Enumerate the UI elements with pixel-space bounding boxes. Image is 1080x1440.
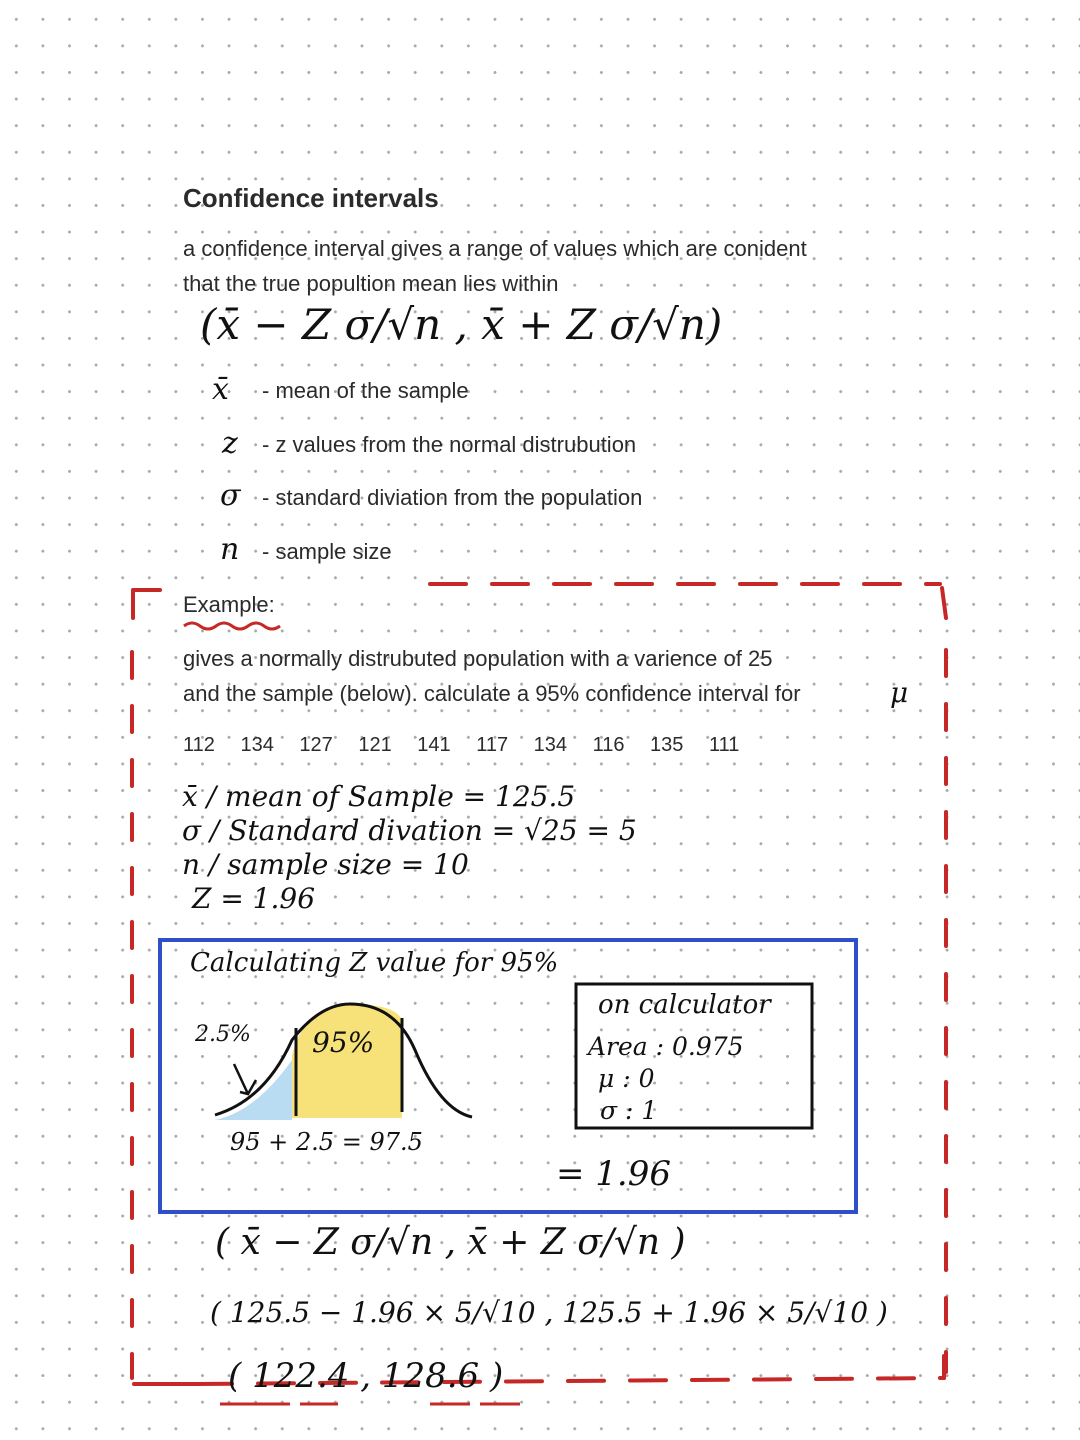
calculator-area: Area : 0.975 <box>588 1032 744 1061</box>
z-box-title: Calculating Z value for 95% <box>190 948 559 978</box>
sample-value: 141 <box>417 734 451 756</box>
sum-label: 95 + 2.5 = 97.5 <box>230 1128 423 1156</box>
sample-value: 134 <box>533 734 568 756</box>
sample-value: 111 <box>708 734 740 756</box>
definition-symbol-sigma: σ <box>220 478 241 513</box>
mean-value: x̄ / mean of Sample = 125.5 <box>182 780 576 813</box>
definition-symbol-n: n <box>220 532 240 567</box>
normal-curve-sketch <box>215 1004 472 1120</box>
final-answer: ( 122.4 , 128.6 ) <box>228 1356 504 1396</box>
final-substituted: ( 125.5 − 1.96 × 5/√10 , 125.5 + 1.96 × 5/√10 ) <box>210 1296 888 1329</box>
calculator-title: on calculator <box>598 990 771 1020</box>
sample-value: 135 <box>650 734 684 756</box>
definition-text-sigma: - standard diviation from the population <box>262 485 643 510</box>
example-frame <box>132 584 946 1384</box>
tail-label: 2.5% <box>195 1022 251 1047</box>
example-underline <box>184 623 280 629</box>
example-heading: Example: <box>183 592 275 617</box>
mu-symbol: μ <box>890 676 909 709</box>
intro-line-1: a confidence interval gives a range of values which are conident <box>183 236 807 261</box>
definition-text-n: - sample size <box>262 539 392 564</box>
std-value: σ / Standard divation = √25 = 5 <box>182 814 637 847</box>
sample-value: 117 <box>476 734 509 756</box>
sample-value: 112 <box>183 734 215 756</box>
definition-symbol-mean: x̄ <box>212 372 229 407</box>
arrow-icon <box>234 1064 256 1094</box>
z-value-box <box>160 940 856 1212</box>
definition-symbol-z: z <box>222 426 238 461</box>
example-line-1: gives a normally distrubuted population with a varience of 25 <box>183 646 773 671</box>
calculator-sigma: σ : 1 <box>600 1096 658 1125</box>
z-value: Z = 1.96 <box>192 882 316 915</box>
final-formula: ( x̄ − Z σ/√n , x̄ + Z σ/√n ) <box>215 1222 686 1263</box>
ci-formula: (x̄ − Z σ/√n , x̄ + Z σ/√n) <box>200 300 723 349</box>
definition-text-z: - z values from the normal distrubution <box>262 432 637 457</box>
calculator-mu: μ : 0 <box>598 1064 655 1093</box>
sample-value: 121 <box>358 734 392 756</box>
intro-line-2: that the true popultion mean lies within <box>183 271 559 296</box>
n-value: n / sample size = 10 <box>182 848 469 881</box>
sample-value: 116 <box>592 734 625 756</box>
z-result: = 1.96 <box>556 1154 671 1194</box>
sample-value: 127 <box>299 734 333 756</box>
sample-value: 134 <box>240 734 274 756</box>
example-line-2: and the sample (below). calculate a 95% confidence interval for <box>183 681 801 706</box>
center-label: 95% <box>312 1026 375 1059</box>
page-title: Confidence intervals <box>183 183 439 213</box>
definition-text-mean: - mean of the sample <box>262 378 469 403</box>
